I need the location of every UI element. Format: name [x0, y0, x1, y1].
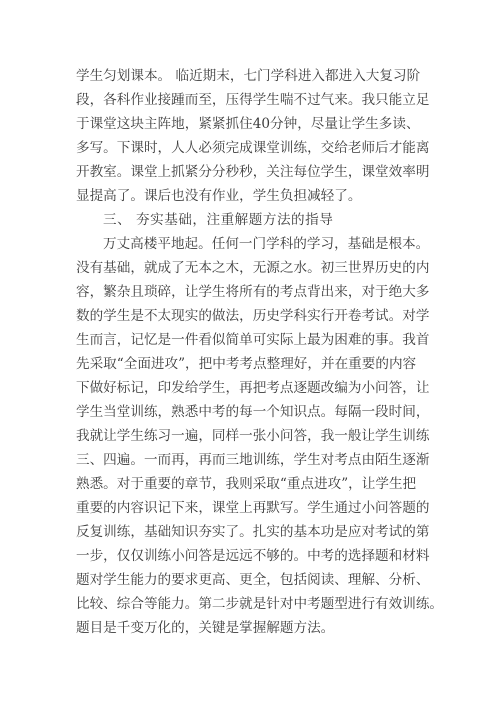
- text-line: 没有基础，就成了无本之木，无源之水。初三世界历史的内: [76, 260, 430, 276]
- text-line: 三、四遍。一而再，再而三地训练，学生对考点由陌生逐渐: [76, 452, 430, 468]
- text-line: 重要的内容识记下来，课堂上再默写。学生通过小问答题的: [76, 500, 430, 516]
- text-line: 生而言，记忆是一件看似简单可实际上最为困难的事。我首: [76, 332, 430, 348]
- text-line: 容，繁杂且琐碎，让学生将所有的考点背出来，对于绝大多: [76, 284, 430, 300]
- text-line: 数的学生是不太现实的做法，历史学科实行开卷考试。对学: [76, 308, 430, 324]
- section-heading: 三、 夯实基础，注重解题方法的指导: [103, 212, 334, 228]
- text-line: 于课堂这块主阵地，紧紧抓住40分钟，尽量让学生多读、: [76, 116, 420, 132]
- text-line: 显提高了。课后也没有作业，学生负担减轻了。: [76, 188, 362, 204]
- body-text: [76, 64, 466, 640]
- text-line: 比较、综合等能力。第二步就是针对中考题型进行有效训练。: [76, 596, 444, 612]
- text-line: 熟悉。对于重要的章节，我则采取“重点进攻”，让学生把: [76, 476, 417, 492]
- text-line: 下做好标记，印发给学生，再把考点逐题改编为小问答，让: [76, 380, 430, 396]
- text-line: 一步，仅仅训练小问答是远远不够的。中考的选择题和材料: [76, 548, 430, 564]
- text-line: 万丈高楼平地起。任何一门学科的学习，基础是根本。: [103, 236, 430, 252]
- text-line: 开教室。课堂上抓紧分分秒秒，关注每位学生，课堂效率明: [76, 164, 430, 180]
- text-line: 我就让学生练习一遍，同样一张小问答，我一般让学生训练: [76, 428, 430, 444]
- text-line: 学生当堂训练，熟悉中考的每一个知识点。每隔一段时间，: [76, 404, 430, 420]
- text-line: 段，各科作业接踵而至，压得学生喘不过气来。我只能立足: [76, 92, 430, 108]
- text-line: 题目是千变万化的，关键是掌握解题方法。: [76, 620, 335, 636]
- text-line: 先采取“全面进攻”，把中考考点整理好，并在重要的内容: [76, 356, 417, 372]
- text-line: 多写。下课时，人人必须完成课堂训练，交给老师后才能离: [76, 140, 430, 156]
- text-line: 反复训练，基础知识夯实了。扎实的基本功是应对考试的第: [76, 524, 430, 540]
- text-line: 题对学生能力的要求更高、更全，包括阅读、理解、分析、: [76, 572, 430, 588]
- text-line: 学生匀划课本。 临近期末，七门学科进入都进入大复习阶: [76, 68, 421, 84]
